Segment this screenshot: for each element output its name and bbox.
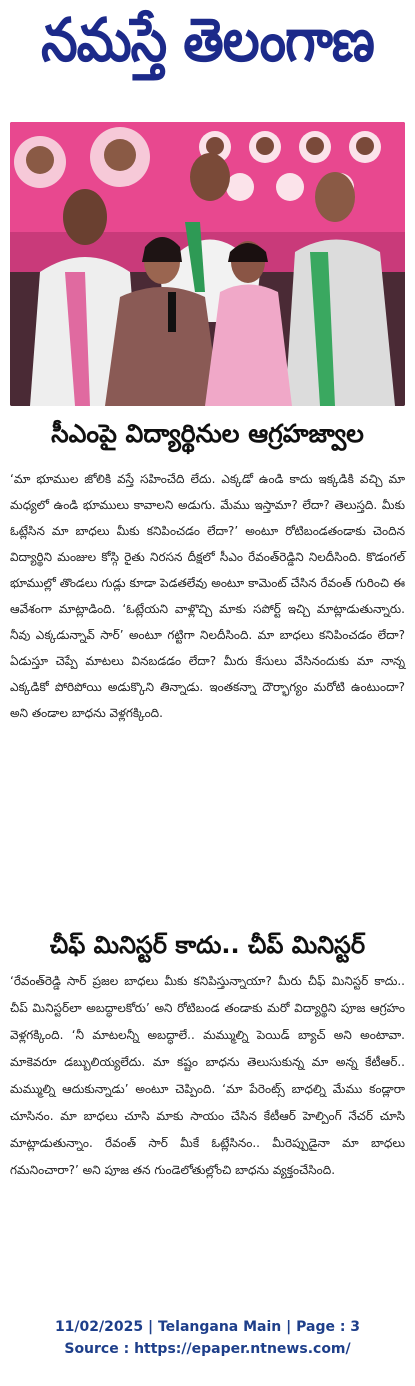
article2-body: ‘రేవంత్‌రెడ్డి సార్ ప్రజల బాధలు మీకు కనిపిస్తున్నాయా? మీరు చీఫ్ మినిస్టర్ కాదు.. చీప్ మినిస్టర్‌లా అబద్ధాలకోరు’ అని రోటిబండ తండాకు మరో విద్యార్థిని పూజ ఆగ్రహం వెళ్లగక్కింది. ‘నీ మాటలన్నీ అబద్ధాలే.. మమ్ముల్ని పెయిడ్ బ్యాచ్ అని అంటావా. మాకెవరూ డబ్బులియ్యలేదు. మా కష్టం బాధను తెలుసుకున్న మా అన్న కేటీఆర్.. మమ్ముల్ని ఆదుకున్నాడు’ అంటూ చెప్పింది. ‘మా పేరెంట్స్ బాధల్ని మేము కండ్లారా చూసినం. మా బాధలు చూసి మాకు సాయం చేసిన కేటీఆర్ హెల్పింగ్ నేచర్ చూసి మాట్లాడుతున్నాం. రేవంత్ సార్ మీకే ఓట్లేసినం.. మీరెప్పుడైనా మా బాధలు గమనించారా?’ అని పూజ తన గుండెలోతుల్లోంచి బాధను వ్యక్తంచేసింది.	[10, 974, 405, 1177]
news-photo	[10, 122, 405, 406]
footer-source: Source : https://epaper.ntnews.com/	[64, 1341, 351, 1357]
article-body: ‘మా భూముల జోలికి వస్తే సహించేది లేదు. ఎక్కడో ఉండి కాదు ఇక్కడికి వచ్చి మా మధ్యలో ఉండి భూములు కావాలని అడుగు. మేము ఇస్తామా? లేదా? తెలుస్తది. మీకు ఓట్లేసిన మా బాధలు మీకు కనిపించడం లేదా?’ అంటూ రోటిబండతండాకు చెందిన విద్యార్థిని మంజుల కోస్గి రైతు నిరసన దీక్షలో సీఎం రేవంత్‌రెడ్డిని నిలదీసింది. కొడంగల్ భూముల్లో తొండలు గుడ్లు కూడా పెడతలేవు అంటూ కామెంట్ చేసిన రేవంత్ గురించి ఈ ఆవేశంగా మాట్లాడింది. ‘ఓట్లేయని వాళ్లొచ్చి మాకు సపోర్ట్ ఇచ్చి మాట్లాడుతున్నారు. నీవు ఎక్కడున్నావ్ సార్’ అంటూ గట్టిగా నిలదీసింది. మా బాధలు కనిపించడం లేదా? ఏడుస్తూ చెప్పే మాటలు వినబడడం లేదా? మీరు కేసులు వేసినందుకు మా నాన్న ఎక్కడికో పోరిపోయి అడుక్కొని తిన్నాడు. ఇంతకన్నా దౌర్భాగ్యం మరోటి ఉంటుందా? అని తండాల బాధను వెళ్లగక్కింది.	[10, 472, 405, 720]
masthead	[0, 0, 415, 96]
article-headline: సీఎంపై విద్యార్థినుల ఆగ్రహజ్వాల	[51, 419, 364, 448]
footer-date-page: 11/02/2025 | Telangana Main | Page : 3	[54, 1319, 361, 1335]
newspaper-logo: నమస్తే తెలంగాణ	[41, 6, 374, 76]
photo-illustration	[10, 122, 405, 406]
article2-headline: చీఫ్ మినిస్టర్ కాదు.. చీప్ మినిస్టర్	[49, 931, 366, 959]
